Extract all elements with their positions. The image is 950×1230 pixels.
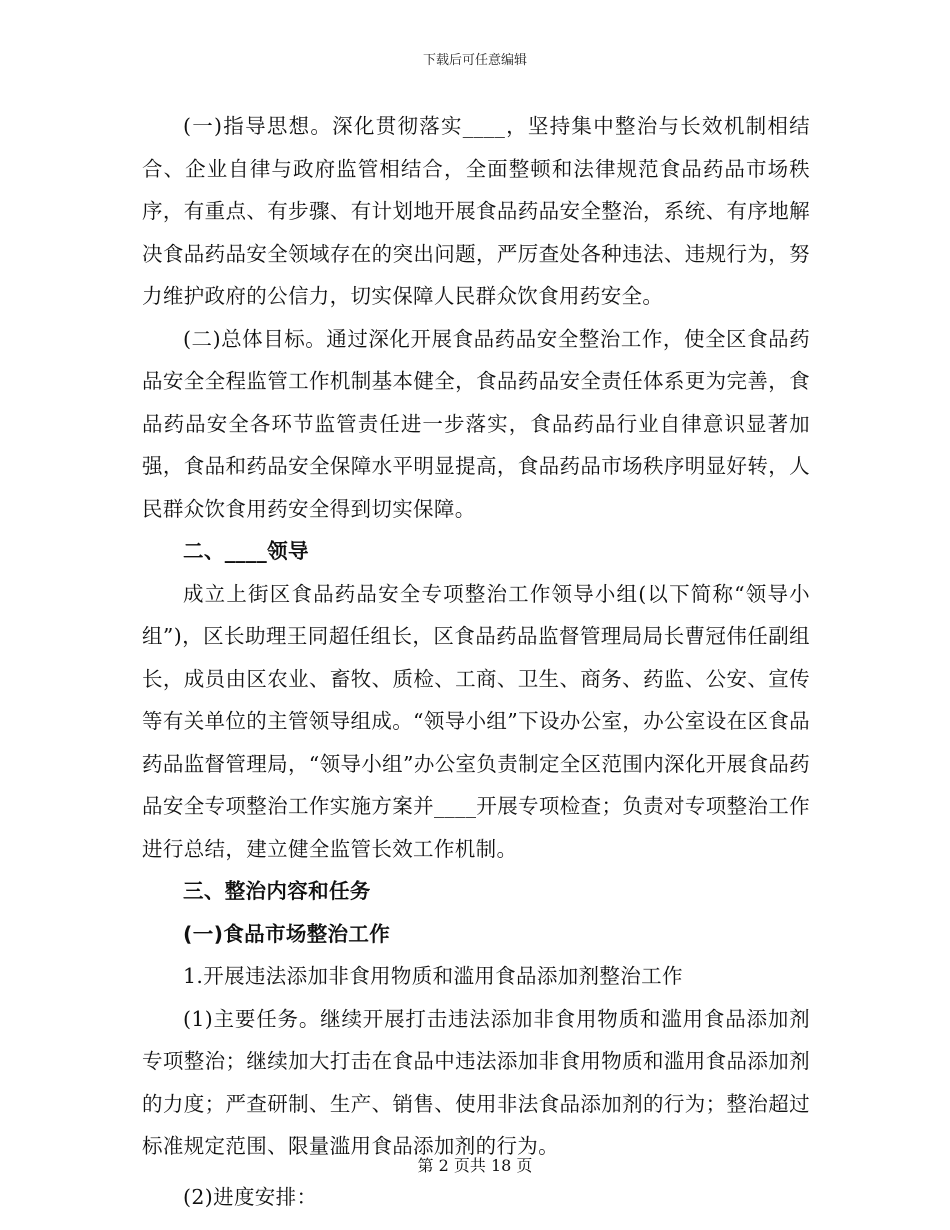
paragraph-main-tasks: (1)主要任务。继续开展打击违法添加非食用物质和滥用食品添加剂专项整治；继续加大打击在食品中违法添加非食用物质和滥用食品添加剂的力度；严查研制、生产、销售、使用非法食品添加剂的行为；整治超过标准规定范围、限量滥用食品添加剂的行为。 — [142, 1006, 810, 1158]
paragraph-leading-group: 成立上街区食品药品安全专项整治工作领导小组(以下简称“领导小组”)，区长助理王同超任组长，区食品药品监督管理局局长曹冠伟任副组长，成员由区农业、畜牧、质检、工商、卫生、商务、药监、公安、宣传等有关单位的主管领导组成。“领导小组”下设办公室，办公室设在区食品药品监督管理局，“领导小组”办公室负责制定全区范围内深化开展食品药品安全专项整治工作实施方案并____开展专项检查；负责对专项整治工作进行总结，建立健全监管长效工作机制。 — [142, 581, 811, 861]
page-header-note: 下载后可任意编辑 — [422, 53, 527, 68]
list-item-additives: 1.开展违法添加非食用物质和滥用食品添加剂整治工作 — [183, 964, 683, 988]
paragraph-overall-goal: (二)总体目标。通过深化开展食品药品安全整治工作，使全区食品药品安全全程监管工作机制基本健全，食品药品安全责任体系更为完善，食品药品安全各环节监管责任进一步落实，食品药品行业自律意识显著加强，食品和药品安全保障水平明显提高，食品药品市场秩序明显好转，人民群众饮食用药安全得到切实保障。 — [142, 326, 810, 521]
paragraph-guiding-ideology: (一)指导思想。深化贯彻落实____，坚持集中整治与长效机制相结合、企业自律与政府监管相结合，全面整顿和法律规范食品药品市场秩序，有重点、有步骤、有计划地开展食品药品安全整治，系统、有序地解决食品药品安全领域存在的突出问题，严厉查处各种违法、违规行为，努力维护政府的公信力，切实保障人民群众饮食用药安全。 — [142, 114, 810, 308]
section-heading-leadership: 二、____领导 — [183, 539, 309, 563]
subsection-heading-food-market: (一)食品市场整治工作 — [183, 921, 391, 946]
list-item-schedule: (2)进度安排： — [183, 1184, 318, 1209]
document-body — [142, 105, 810, 1218]
page-number: 第 2 页共 18 页 — [417, 1156, 533, 1175]
section-heading-tasks: 三、整治内容和任务 — [183, 879, 371, 903]
